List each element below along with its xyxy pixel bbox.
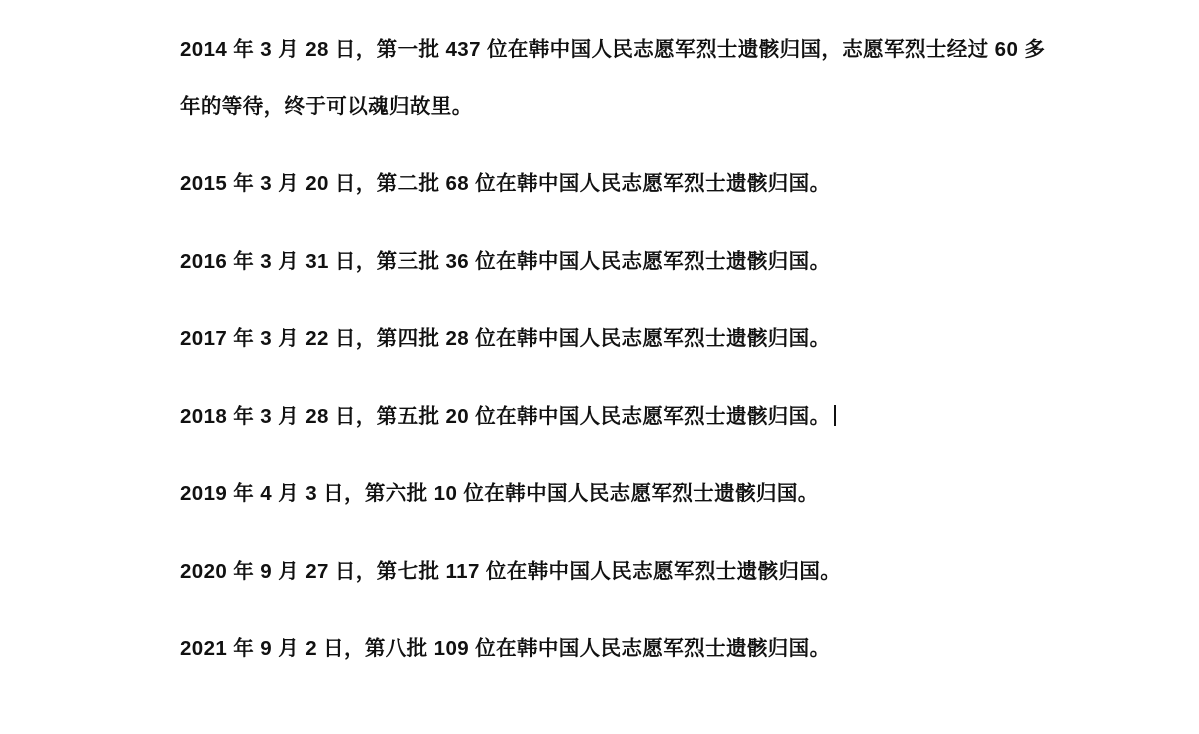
paragraph-batch-7: 2020 年 9 月 27 日，第七批 117 位在韩中国人民志愿军烈士遗骸归国。	[180, 559, 842, 583]
paragraph-batch-6: 2019 年 4 月 3 日，第六批 10 位在韩中国人民志愿军烈士遗骸归国。	[180, 482, 819, 505]
paragraph-batch-8: 2021 年 9 月 2 日，第八批 109 位在韩中国人民志愿军烈士遗骸归国。	[180, 637, 831, 660]
document-body	[180, 0, 1050, 698]
text-cursor	[834, 405, 836, 426]
paragraph-batch-5-text: 2018 年 3 月 28 日，第五批 20 位在韩中国人民志愿军烈士遗骸归国。	[180, 404, 831, 428]
paragraph-batch-2: 2015 年 3 月 20 日，第二批 68 位在韩中国人民志愿军烈士遗骸归国。	[180, 172, 831, 195]
paragraph-batch-1: 2014 年 3 月 28 日，第一批 437 位在韩中国人民志愿军烈士遗骸归国，志愿军烈士经过 60 多年的等待，终于可以魂归故里。	[180, 37, 1046, 118]
paragraph-batch-5	[180, 388, 1050, 445]
paragraph-batch-3: 2016 年 3 月 31 日，第三批 36 位在韩中国人民志愿军烈士遗骸归国。	[180, 249, 831, 273]
paragraph-batch-4: 2017 年 3 月 22 日，第四批 28 位在韩中国人民志愿军烈士遗骸归国。	[180, 327, 831, 350]
